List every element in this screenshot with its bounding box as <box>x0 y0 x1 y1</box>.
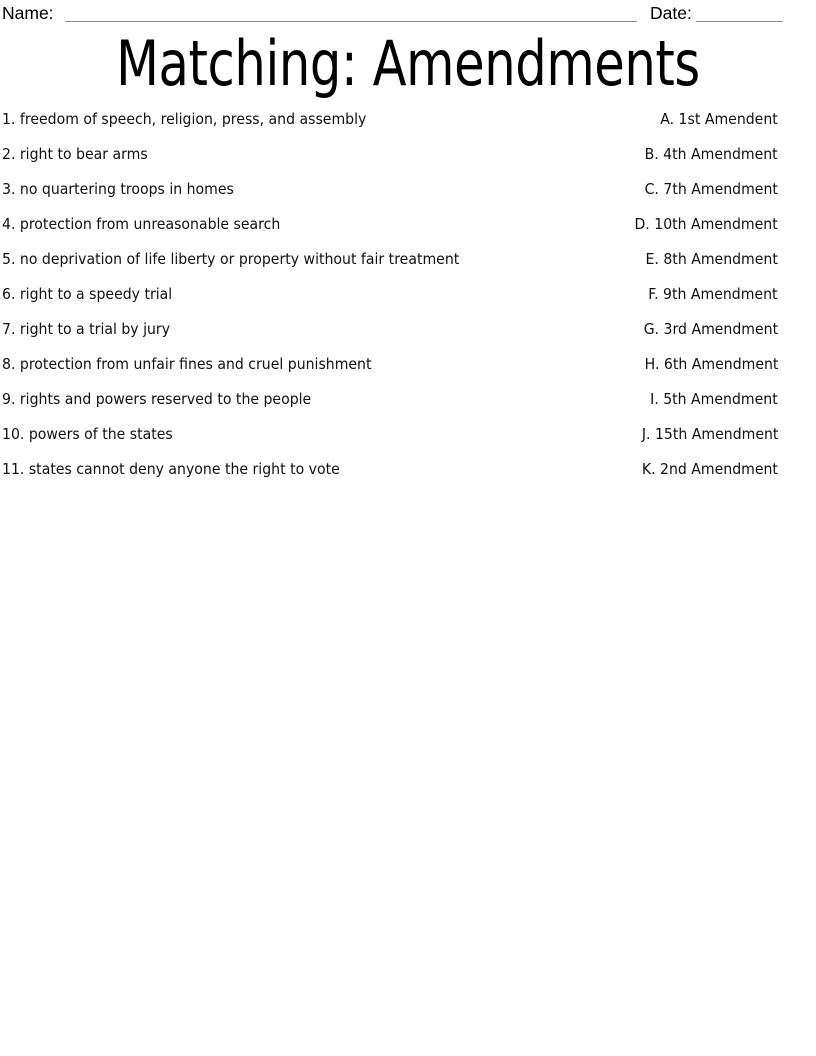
prompt-item[interactable]: 9. rights and powers reserved to the people <box>2 390 312 408</box>
prompt-item[interactable]: 5. no deprivation of life liberty or property without fair treatment <box>2 250 460 268</box>
match-row <box>0 145 816 180</box>
prompt-item[interactable]: 11. states cannot deny anyone the right to vote <box>2 460 340 478</box>
match-row <box>0 460 816 495</box>
choice-item[interactable]: A. 1st Amendent <box>660 110 778 128</box>
prompt-item[interactable]: 6. right to a speedy trial <box>2 285 173 303</box>
match-row <box>0 355 816 390</box>
name-fill-line[interactable] <box>65 21 637 22</box>
match-row <box>0 320 816 355</box>
choice-item[interactable]: K. 2nd Amendment <box>641 460 778 478</box>
choice-item[interactable]: B. 4th Amendment <box>644 145 778 163</box>
match-row <box>0 285 816 320</box>
choice-item[interactable]: C. 7th Amendment <box>644 180 778 198</box>
choice-item[interactable]: J. 15th Amendment <box>641 425 778 443</box>
date-fill-line[interactable] <box>696 21 783 22</box>
prompt-item[interactable]: 2. right to bear arms <box>2 145 148 163</box>
match-row <box>0 250 816 285</box>
worksheet-header <box>0 0 816 28</box>
match-row <box>0 425 816 460</box>
prompt-item[interactable]: 4. protection from unreasonable search <box>2 215 281 233</box>
prompt-item[interactable]: 3. no quartering troops in homes <box>2 180 234 198</box>
choice-item[interactable]: D. 10th Amendment <box>634 215 778 233</box>
prompt-item[interactable]: 8. protection from unfair fines and cruel punishment <box>2 355 372 373</box>
choice-item[interactable]: G. 3rd Amendment <box>643 320 778 338</box>
page-title: Matching: Amendments <box>116 27 700 100</box>
choice-item[interactable]: H. 6th Amendment <box>644 355 778 373</box>
prompt-item[interactable]: 10. powers of the states <box>2 425 173 443</box>
match-row <box>0 180 816 215</box>
match-row <box>0 215 816 250</box>
choice-item[interactable]: F. 9th Amendment <box>648 285 778 303</box>
choice-item[interactable]: I. 5th Amendment <box>650 390 778 408</box>
name-label: Name: <box>2 3 54 23</box>
match-row <box>0 110 816 145</box>
choice-item[interactable]: E. 8th Amendment <box>645 250 778 268</box>
match-row <box>0 390 816 425</box>
prompt-item[interactable]: 7. right to a trial by jury <box>2 320 171 338</box>
prompt-item[interactable]: 1. freedom of speech, religion, press, and assembly <box>2 110 367 128</box>
matching-columns <box>0 110 816 495</box>
date-label: Date: <box>650 3 692 23</box>
